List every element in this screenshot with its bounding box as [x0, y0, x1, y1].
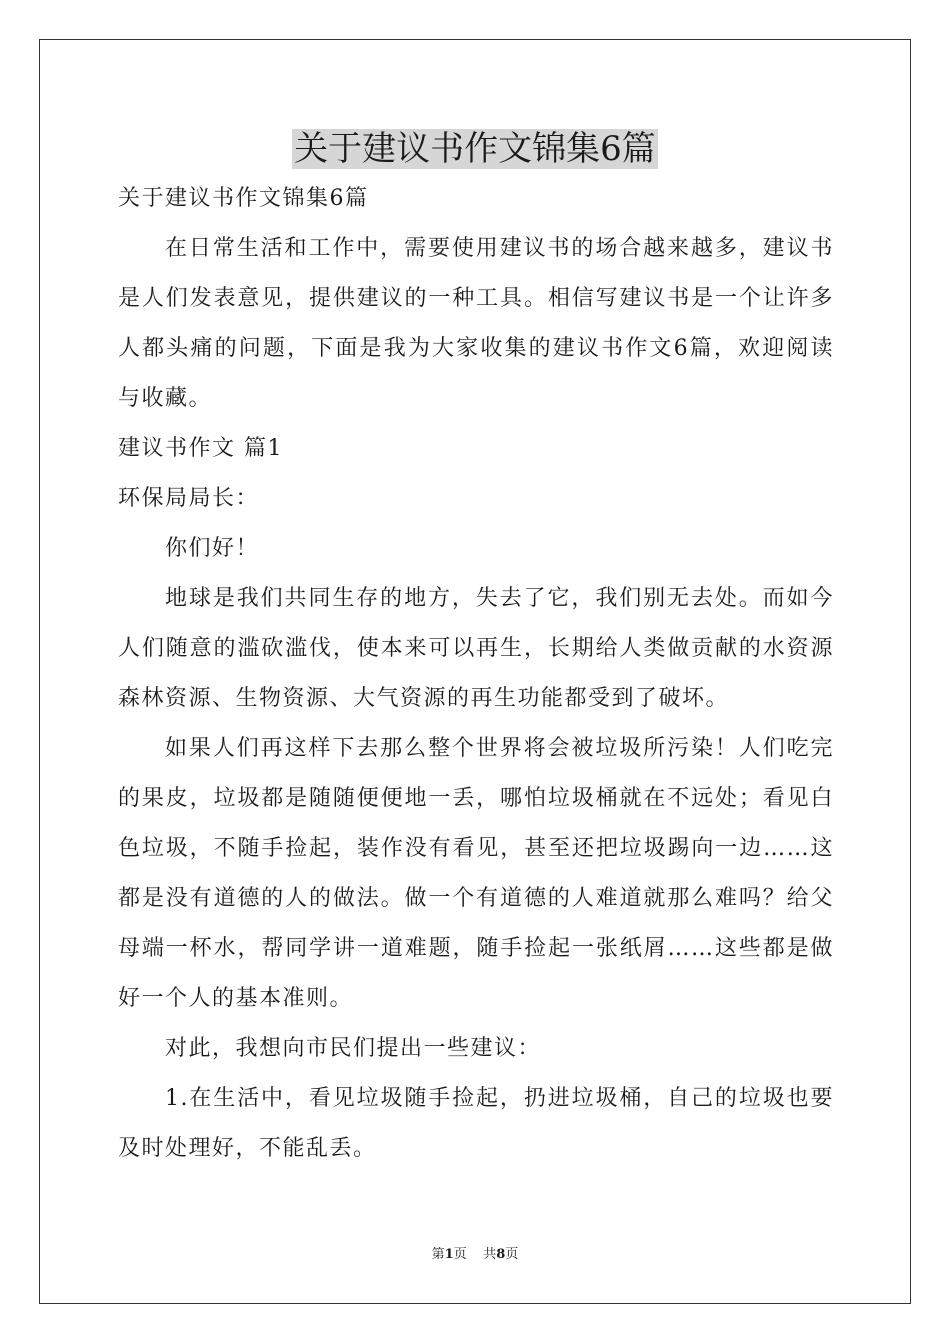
paragraph-suggestion-intro: 对此，我想向市民们提出一些建议：	[165, 1036, 542, 1061]
total-prefix: 共	[483, 1247, 497, 1262]
salutation: 环保局局长：	[118, 486, 260, 511]
section-heading: 建议书作文 篇1	[118, 436, 283, 461]
page-total: 8	[496, 1247, 506, 1262]
paragraph-suggestion-1: 1.在生活中，看见垃圾随手捡起，扔进垃圾桶，自己的垃圾也要及时处理好，不能乱丢。	[118, 1086, 834, 1161]
page-prefix: 第	[431, 1247, 445, 1262]
greeting: 你们好！	[165, 536, 260, 561]
document-subtitle: 关于建议书作文锦集6篇	[118, 186, 369, 211]
paragraph-earth: 地球是我们共同生存的地方，失去了它，我们别无去处。而如今人们随意的滥砍滥伐，使本来可以再生，长期给人类做贡献的水资源森林资源、生物资源、大气资源的再生功能都受到了破坏。	[118, 586, 834, 711]
document-title-text: 关于建议书作文锦集6篇	[294, 129, 656, 169]
document-title	[0, 124, 950, 174]
page-suffix: 页	[453, 1247, 467, 1262]
paragraph-intro: 在日常生活和工作中，需要使用建议书的场合越来越多，建议书是人们发表意见，提供建议的一种工具。相信写建议书是一个让许多人都头痛的问题，下面是我为大家收集的建议书作文6篇，欢迎阅读与收藏。	[118, 236, 834, 411]
page-footer	[0, 1245, 950, 1265]
paragraph-garbage: 如果人们再这样下去那么整个世界将会被垃圾所污染！人们吃完的果皮，垃圾都是随随便便地一丢，哪怕垃圾桶就在不远处；看见白色垃圾，不随手捡起，装作没有看见，甚至还把垃圾踢向一边……这都是没有道德的人的做法。做一个有道德的人难道就那么难吗？给父母端一杯水，帮同学讲一道难题，随手捡起一张纸屑……这些都是做好一个人的基本准则。	[118, 736, 834, 1011]
page-current: 1	[444, 1247, 454, 1262]
total-suffix: 页	[505, 1247, 519, 1262]
document-body	[118, 174, 834, 1174]
